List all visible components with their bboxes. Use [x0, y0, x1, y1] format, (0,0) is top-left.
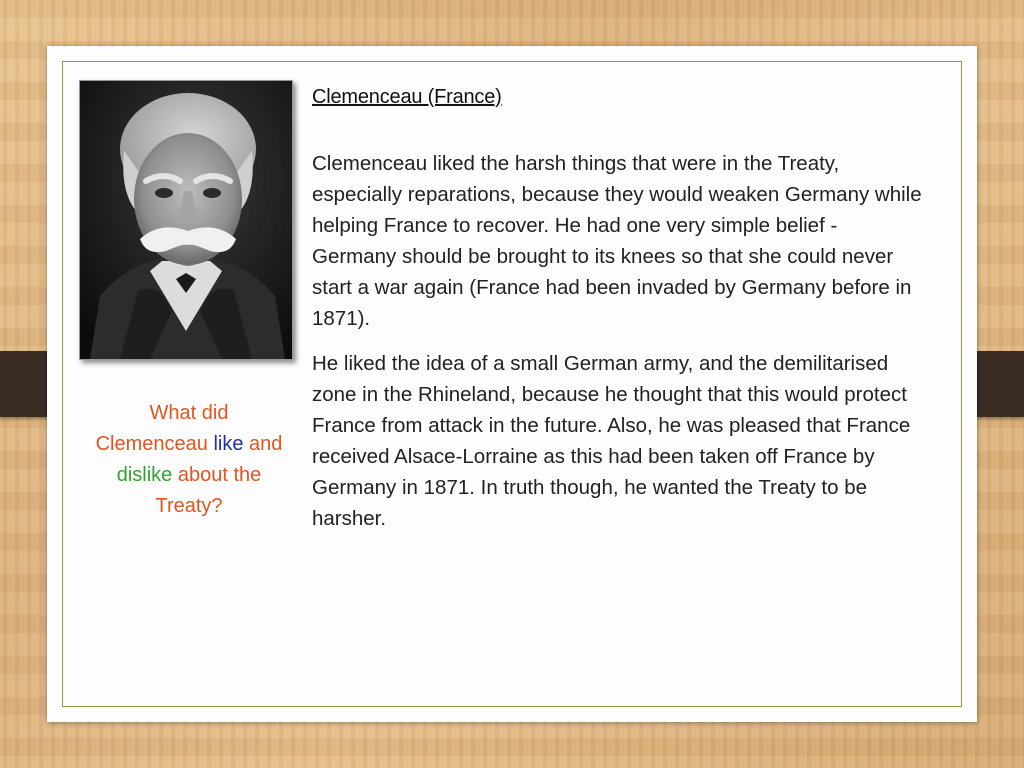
question-word-like: like	[213, 433, 244, 455]
question-text-part1: What did Clemenceau	[95, 402, 229, 455]
paragraph-small-army-rhineland: He liked the idea of a small German army, and the demilitarised zone in the Rhineland, because he thought that this would protect France from attack in the future. Also, he was pleased that France received Alsace-Lorraine as this had been taken off France by Germany in 1871. In truth though, he wanted the Treaty to be harsher.	[312, 352, 911, 530]
slide-heading: Clemenceau (France)	[312, 86, 502, 108]
question-text-part2: and	[243, 433, 283, 455]
question-word-dislike: dislike	[116, 464, 173, 486]
question-text-part3: about the Treaty?	[155, 464, 262, 517]
question-prompt	[95, 398, 283, 522]
paragraph-likes-harsh-terms: Clemenceau liked the harsh things that were in the Treaty, especially reparations, because they would weaken Germany while helping France to recover. He had one very simple belief - Germany should be brought to its knees so that she could never start a war again (France had been invaded by Germany before in 1871).	[312, 152, 922, 330]
portrait-photo-icon	[79, 80, 293, 360]
slide-paper	[47, 46, 977, 722]
